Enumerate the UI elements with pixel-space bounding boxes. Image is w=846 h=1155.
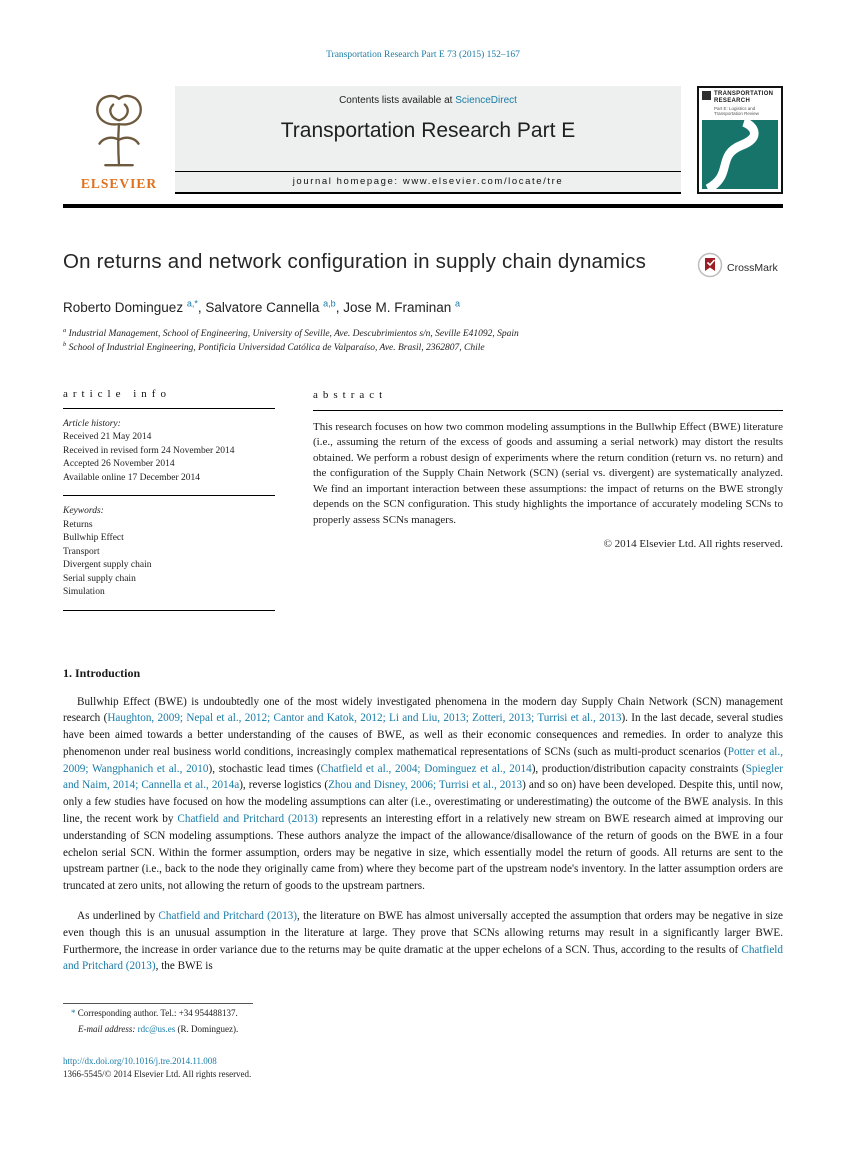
cover-titles [714,91,778,116]
affiliations [63,328,783,355]
text-segment: , the BWE is [155,960,213,973]
journal-title: Transportation Research Part E [280,119,576,142]
inline-link[interactable]: Zhou and Disney, 2006; Turrisi et al., 2013 [328,779,523,792]
info-abstract-section [63,388,783,620]
history-label: Article history: [63,418,121,429]
section-heading-introduction: 1. Introduction [63,665,141,680]
journal-homepage-link[interactable]: journal homepage: www.elsevier.com/locate/tre [175,171,681,194]
keyword-item: Returns [63,519,93,530]
divider [63,610,275,611]
text-segment: E-mail address: [78,1024,138,1035]
text-segment: Corresponding author. Tel.: +34 954488137. [77,1008,238,1019]
journal-header [63,86,783,194]
keyword-item: Bullwhip Effect [63,533,124,543]
inline-link[interactable]: Spiegler and Naim, 2014; Cannella et al., 2014a [63,762,783,792]
affiliation-a-sup: a [63,326,67,334]
inline-link[interactable]: Chatfield and Pritchard (2013) [63,943,783,973]
abstract-heading: abstract [313,389,388,401]
inline-link[interactable]: a [454,298,460,309]
crossmark-icon [697,252,723,283]
keyword-item: Simulation [63,587,105,597]
text-segment: ), reverse logistics ( [239,779,329,792]
text-segment: ). In the last decade, several studies have been aimed towards a better understanding of the causes of BWE, as well as their economic consequences and remedies. In order to analyze this phenomenon under real business world conditions, increasingly complex mathematical representations of SCNs (such as multi-product scenarios ( [63,712,783,758]
history-item: Accepted 26 November 2014 [63,459,175,469]
affiliation-b-sup: b [63,340,67,348]
intro-paragraph-2 [63,908,783,975]
content [63,0,783,1079]
cover-logo-icon [702,91,711,100]
text-segment: As underlined by [77,910,159,923]
crossmark-badge[interactable] [697,252,783,283]
cover-art [702,120,778,189]
keyword-item: Transport [63,546,100,557]
affiliation-a-text: Industrial Management, School of Engineering, University of Seville, Ave. Descubrimientos s/n, Seville E41092, Spain [66,329,519,339]
inline-link[interactable]: a,* [186,298,198,309]
affiliation-b [63,342,783,356]
intro-paragraph-1 [63,694,783,896]
cover-title: TRANSPORTATION RESEARCH [714,91,774,104]
inline-link[interactable]: Potter et al., 2009; Wangphanich et al., 2010 [63,745,783,775]
elsevier-logo [63,86,175,194]
journal-banner [175,86,681,194]
text-segment: , the literature on BWE has almost universally accepted the assumption that orders may be negative in size even though this is an unusual assumption in the literature at large. They prove that SCNs allowing returns may result in a significantly larger BWE. Furthermore, the increase in order variance due to the returns may be quite dramatic at the upper echelons of a SCN. Thus, according to the results of [63,910,784,956]
text-segment: represents an interesting effort in a relatively new stream on BWE research aimed at improving our understanding of SCN modeling assumptions. These authors analyze the impact of the allowance/disallowance of the return of goods on the BWE in a four echelon serial SCN. Within the former assumption, orders may be negative in size, which essentially model the return of goods. All returns are sent to the upstream partner (i.e., back to the node they originally came from) where they become part of the upstream node's inventory. In the latter assumption orders are truncated at zero units, not allowing the return of goods to the upstream partners. [63,813,784,893]
inline-link[interactable]: rdc@us.es [137,1024,176,1035]
text-segment: ) and so on) have been developed. Despite this, until now, only a few studies have focused on how the modeling assumptions can alter (i.e., overestimating or underestimating) the outcome of the BWE analysis. In this line, the recent work by [63,779,784,826]
article-info-heading: article info [63,388,171,400]
affiliation-a [63,328,783,342]
cover-subtitle: Part E: Logistics and Transportation Review [714,106,759,116]
footnote-divider [63,1003,253,1004]
corresponding-author-note [63,1007,783,1020]
journal-ref-link[interactable]: Transportation Research Part E 73 (2015) 152–167 [326,50,520,60]
article-title: On returns and network configuration in supply chain dynamics [63,250,647,273]
inline-link[interactable]: Chatfield and Pritchard (2013) [177,813,318,826]
affiliation-b-text: School of Industrial Engineering, Pontificia Universidad Católica de Valparaíso, Ave. Brasil, 2362807, Chile [66,342,485,353]
text-segment: ), production/distribution capacity constraints ( [531,762,746,775]
contents-prefix: Contents lists available at [339,95,456,106]
contents-line [175,86,681,106]
text-segment: , Salvatore Cannella [197,300,324,315]
divider [63,408,275,409]
journal-cover-header [699,88,781,118]
history-item: Received 21 May 2014 [63,432,152,442]
elsevier-tree-icon [78,90,160,175]
abstract-copyright: © 2014 Elsevier Ltd. All rights reserved. [603,538,783,550]
keyword-item: Serial supply chain [63,573,136,584]
inline-link[interactable]: a,b [323,298,336,309]
crossmark-label: CrossMark [727,261,778,274]
inline-link[interactable]: Chatfield and Pritchard (2013) [158,910,297,923]
title-row [63,250,783,283]
keyword-item: Divergent supply chain [63,560,152,570]
sciencedirect-link[interactable]: ScienceDirect [455,95,517,106]
text-segment: Bullwhip Effect (BWE) is undoubtedly one of the most widely investigated phenomena in the modern day Supply Chain Network (SCN) management research ( [63,695,783,725]
header-divider [63,204,783,208]
email-note [63,1023,783,1036]
inline-link[interactable]: Chatfield et al., 2004; Dominguez et al., 2014 [320,762,532,775]
text-segment: , Jose M. Framinan [335,300,455,315]
history-item: Available online 17 December 2014 [63,472,200,483]
text-segment: ), stochastic lead times ( [208,762,321,775]
abstract-text: This research focuses on how two common modeling assumptions in the Bullwhip Effect (BWE) literature (i.e., assuming the return of the excess of goods and assuming a serial network) may distort the results obtained. We perform a robust design of experiments where the return condition (return vs. no return) and the configuration of the Supply Chain Network (SCN) (serial vs. divergent) are systematically analyzed. We find an important interaction between these assumptions: the impact of returns on the BWE strongly depends on the SCN configuration. This study highlights the importance of accurately modeling SCNs to properly assess SCNs managers. [313,420,783,526]
text-segment: Roberto Dominguez [63,300,187,315]
keywords-label: Keywords: [63,506,104,516]
elsevier-wordmark: ELSEVIER [80,176,158,191]
history-item: Received in revised form 24 November 2014 [63,445,235,456]
text-segment: (R. Dominguez). [175,1024,239,1035]
journal-cover [697,86,783,194]
authors-line [63,300,783,315]
issn-copyright-line: 1366-5545/© 2014 Elsevier Ltd. All rights reserved. [63,1069,252,1080]
divider [63,495,275,496]
abstract-column [313,388,783,620]
inline-link[interactable]: Haughton, 2009; Nepal et al., 2012; Cantor and Katok, 2012; Li and Liu, 2013; Zotteri, 2013; Turrisi et al., 2013 [107,712,622,725]
divider [313,410,783,411]
article-info-column [63,388,275,620]
doi-link[interactable]: http://dx.doi.org/10.1016/j.tre.2014.11.008 [63,1056,217,1067]
inline-link[interactable]: * [71,1008,78,1019]
